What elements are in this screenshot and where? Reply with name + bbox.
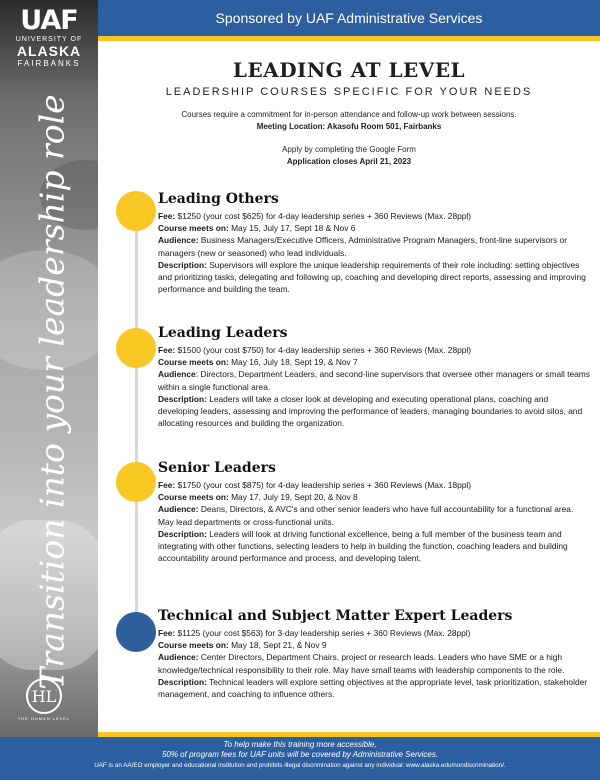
meets-label: Course meets on: <box>158 492 229 503</box>
timeline-dot-gold <box>116 191 156 231</box>
course-technical-sme-leaders <box>158 607 590 700</box>
course-leading-others <box>158 190 590 295</box>
footer-fee-coverage-line: 50% of program fees for UAF units will be covered by Administrative Services. <box>161 750 439 759</box>
description-label: Description: <box>158 528 207 539</box>
course-leading-leaders <box>158 324 590 429</box>
apply-instructions: Apply by completing the Google Form <box>282 145 416 154</box>
uaf-logo <box>8 6 90 68</box>
course-fee <box>158 344 590 356</box>
fee-value: $1125 (your cost $563) for 3-day leadership series + 360 Reviews (Max. 28ppl) <box>175 628 471 638</box>
course-senior-leaders <box>158 459 590 564</box>
audience-label: Audience <box>158 369 196 380</box>
footer-nondiscrimination-line: UAF is an AA/EO employer and educational institution and prohibits illegal discrimination against any individual: www.alaska.edu/nondiscrimination/. <box>94 762 506 769</box>
timeline-line <box>135 208 138 628</box>
course-dates <box>158 222 590 234</box>
meets-label: Course meets on: <box>158 640 229 651</box>
course-dates <box>158 491 590 503</box>
course-title: Senior Leaders <box>158 460 276 476</box>
fee-label: Fee: <box>158 480 176 490</box>
meeting-location: Meeting Location: Akasofu Room 501, Fairbanks <box>256 122 442 131</box>
footer <box>0 737 600 780</box>
audience-label: Audience: <box>158 504 199 515</box>
course-audience <box>158 234 590 258</box>
uaf-logo-line3: FAIRBANKS <box>17 59 81 68</box>
sidebar-photo <box>0 0 98 738</box>
course-description <box>158 393 590 430</box>
fee-value: $1750 (your cost $875) for 4-day leadership series + 360 Reviews (Max. 18ppl) <box>175 480 472 490</box>
course-fee <box>158 479 590 491</box>
course-audience <box>158 651 590 675</box>
audience-value: Center Directors, Department Chairs, project or research leads. Leaders who have SME or a high knowledge/technical responsibility to their role. May have small teams with leadership components to the role. <box>158 652 565 675</box>
footer-accessibility-line: To help make this training more accessible, <box>223 740 377 749</box>
course-audience <box>158 503 590 527</box>
audience-label: Audience: <box>158 652 199 663</box>
course-dates <box>158 356 590 368</box>
uaf-logo-mark: UAF <box>20 5 78 36</box>
description-value: Supervisors will explore the unique leadership requirements of their role including: setting objectives and prioritizing tasks, delegating and following up, coaching and developing direct reports, assessing and improving performance and building the team. <box>158 259 586 295</box>
course-description <box>158 676 590 700</box>
application-deadline: Application closes April 21, 2023 <box>286 157 412 166</box>
audience-label: Audience: <box>158 235 199 246</box>
timeline-dot-gold <box>116 328 156 368</box>
human-level-logo: HL <box>26 678 62 714</box>
meets-label: Course meets on: <box>158 357 229 368</box>
course-title: Technical and Subject Matter Expert Leaders <box>158 608 513 624</box>
timeline-dot-blue <box>116 612 156 652</box>
fee-label: Fee: <box>158 345 176 355</box>
audience-value: Deans, Directors, & AVC's and other senior leaders who have full accountability for a functional area. May lead departments or cross-functional units. <box>158 504 574 527</box>
audience-value: : Directors, Department Leaders, and second-line supervisors that oversee other managers or small teams within a single functional area. <box>158 369 590 392</box>
description-label: Description: <box>158 676 207 687</box>
meets-value: May 17, July 19, Sept 20, & Nov 8 <box>228 492 358 503</box>
course-dates <box>158 639 590 651</box>
course-description <box>158 259 590 296</box>
human-level-caption: THE HUMAN LEVEL <box>17 716 71 721</box>
uaf-logo-line2: ALASKA <box>16 43 82 59</box>
meets-value: May 18, Sept 21, & Nov 9 <box>228 640 327 651</box>
description-value: Leaders will look at driving functional excellence, being a full member of the business team and integrating with other functions, selecting leaders to help in building the function, coaching leaders and building accountability around performance and process, and developing talent. <box>158 528 568 564</box>
page-title: LEADING AT LEVEL <box>232 58 466 82</box>
description-label: Description: <box>158 259 207 270</box>
fee-value: $1500 (your cost $750) for 4-day leadership series + 360 Reviews (Max. 28ppl) <box>175 345 472 355</box>
fee-value: $1250 (your cost $625) for 4-day leadership series + 360 Reviews (Max. 28ppl) <box>175 211 472 221</box>
course-fee <box>158 627 590 639</box>
course-description <box>158 528 590 565</box>
fee-label: Fee: <box>158 628 176 638</box>
page-subtitle: LEADERSHIP COURSES SPECIFIC FOR YOUR NEEDS <box>165 86 533 98</box>
audience-value: Business Managers/Executive Officers, Administrative Program Managers, front-line supervisors or managers (new or seasoned) who lead individuals. <box>158 235 567 258</box>
uaf-logo-line1: UNIVERSITY OF <box>15 36 83 43</box>
sidebar-script-text: Transition into your leadership role <box>32 94 72 690</box>
course-fee <box>158 210 590 222</box>
timeline-dot-gold <box>116 462 156 502</box>
meets-value: May 15, July 17, Sept 18 & Nov 6 <box>228 223 356 234</box>
commitment-note: Courses require a commitment for in-person attendance and follow-up work between sessions. <box>181 110 517 119</box>
sponsor-banner: Sponsored by UAF Administrative Services <box>98 0 600 36</box>
course-title: Leading Leaders <box>158 325 288 341</box>
course-audience <box>158 368 590 392</box>
meets-label: Course meets on: <box>158 223 229 234</box>
description-label: Description: <box>158 393 207 404</box>
course-title: Leading Others <box>158 191 279 207</box>
description-value: Leaders will take a closer look at developing and executing operational plans, coaching and developing leaders, assessing and improving the performance of leaders, managing boundaries to avoid silos, and allocating resources and building the organization. <box>158 393 583 429</box>
fee-label: Fee: <box>158 211 176 221</box>
gold-divider-top <box>98 36 600 41</box>
description-value: Technical leaders will explore setting objectives at the appropriate level, task prioritization, stakeholder management, and coaching to influence others. <box>158 676 588 700</box>
meets-value: May 16, July 18, Sept 19, & Nov 7 <box>228 357 358 368</box>
